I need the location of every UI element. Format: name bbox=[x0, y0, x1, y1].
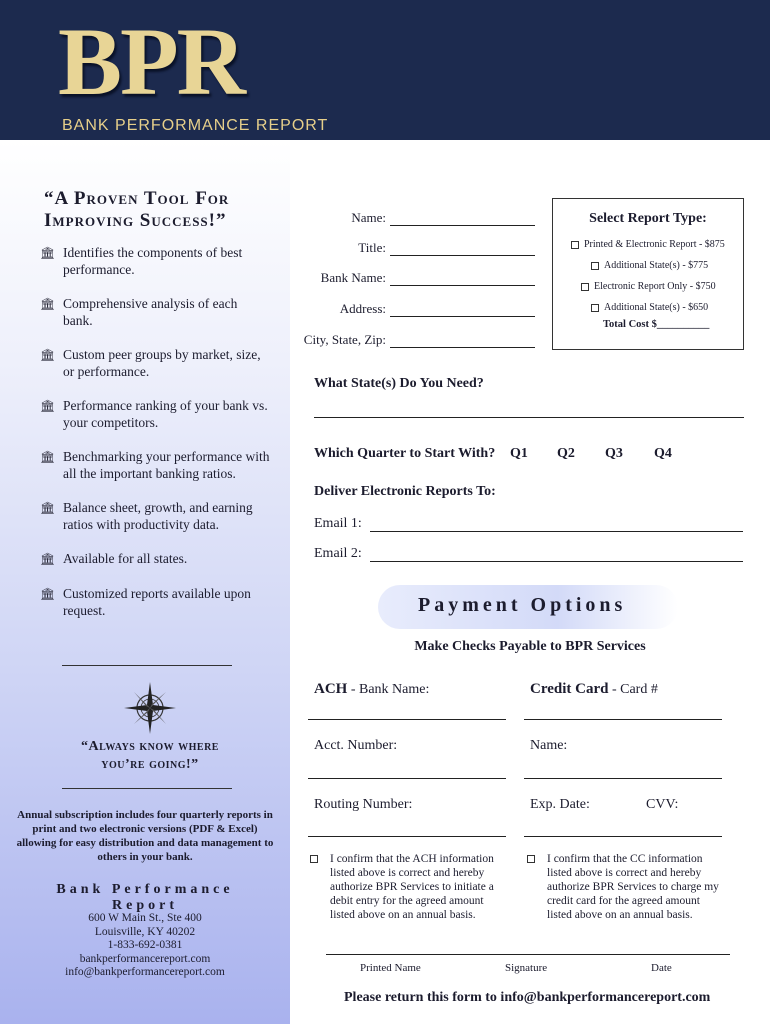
quarter-question: Which Quarter to Start With? bbox=[314, 446, 496, 461]
option-electronic-only[interactable]: Electronic Report Only - $750 bbox=[581, 281, 716, 292]
bank-icon: 🏛 bbox=[40, 348, 56, 362]
routing-number-input[interactable] bbox=[308, 836, 506, 837]
cc-confirm-checkbox[interactable] bbox=[527, 855, 535, 863]
divider bbox=[62, 665, 232, 666]
feature-item: 🏛 Benchmarking your performance with all the important banking ratios. bbox=[40, 449, 270, 481]
email-1-input[interactable] bbox=[370, 520, 743, 532]
ach-confirm[interactable]: I confirm that the ACH information listed above is correct and hereby authorize BPR Services to initiate a debit entry for the agreed amount listed above on an annual basis. bbox=[310, 852, 496, 922]
name-input[interactable] bbox=[390, 212, 535, 226]
printed-name-label: Printed Name bbox=[360, 962, 421, 974]
routing-number-label: Routing Number: bbox=[314, 797, 413, 812]
date-label: Date bbox=[651, 962, 672, 974]
tagline-line-2: Improving Success!” bbox=[44, 210, 227, 231]
tagline bbox=[44, 188, 229, 232]
checkbox[interactable] bbox=[591, 262, 599, 270]
exp-date-label: Exp. Date: bbox=[530, 797, 590, 812]
feature-item: 🏛 Performance ranking of your bank vs. your competitors. bbox=[40, 398, 268, 430]
address-input[interactable] bbox=[390, 303, 535, 317]
feature-list bbox=[40, 244, 270, 619]
total-cost[interactable]: Total Cost $__________ bbox=[603, 319, 710, 330]
subscription-note: Annual subscription includes four quarterly reports in print and two electronic versions (PDF & Excel) allowing for easy distribution and data management to others in your bank. bbox=[16, 809, 274, 863]
header-banner bbox=[0, 0, 770, 140]
compass-icon bbox=[122, 680, 178, 736]
signature-line[interactable] bbox=[326, 954, 730, 955]
tagline-line-1: “A Proven Tool For bbox=[44, 188, 230, 209]
cc-name-input[interactable] bbox=[524, 778, 722, 779]
city-state-zip-field: City, State, Zip: bbox=[300, 332, 535, 348]
name-field: Name: bbox=[300, 210, 535, 226]
feature-item: 🏛 Available for all states. bbox=[40, 551, 188, 566]
checkbox[interactable] bbox=[591, 304, 599, 312]
company-name: Bank Performance Report bbox=[56, 882, 234, 913]
return-note: Please return this form to info@bankperformancereport.com bbox=[344, 990, 711, 1005]
checkbox[interactable] bbox=[581, 283, 589, 291]
payment-options-banner: Payment Options bbox=[378, 585, 678, 629]
acct-number-input[interactable] bbox=[308, 778, 506, 779]
ach-confirm-checkbox[interactable] bbox=[310, 855, 318, 863]
report-type-box bbox=[552, 198, 744, 350]
motto-quote: “Always know where you’re going!” bbox=[81, 739, 219, 772]
brand-subtitle: BANK PERFORMANCE REPORT bbox=[62, 117, 329, 134]
email-2-input[interactable] bbox=[370, 550, 743, 562]
states-input[interactable] bbox=[314, 417, 744, 418]
city-state-zip-input[interactable] bbox=[390, 334, 535, 348]
deliver-label: Deliver Electronic Reports To: bbox=[314, 484, 496, 499]
option-electronic-additional[interactable]: Additional State(s) - $650 bbox=[591, 302, 708, 313]
bpr-logo: BPR bbox=[58, 8, 244, 115]
bank-icon: 🏛 bbox=[40, 297, 56, 311]
cc-confirm[interactable]: I confirm that the CC information listed above is correct and hereby authorize BPR Services to charge my credit card for the agreed amount listed above on an annual basis. bbox=[527, 852, 727, 922]
title-input[interactable] bbox=[390, 242, 535, 256]
feature-item: 🏛 Custom peer groups by market, size, or performance. bbox=[40, 347, 261, 379]
contact-info: 600 W Main St., Ste 400 Louisville, KY 40202 1-833-692-0381 bankperformancereport.com info@bankperformancereport.com bbox=[20, 912, 270, 980]
email-1-field: Email 1: bbox=[314, 516, 743, 532]
feature-item: 🏛 Customized reports available upon request. bbox=[40, 586, 251, 618]
feature-item: 🏛 Identifies the components of best performance. bbox=[40, 245, 243, 277]
signature-label: Signature bbox=[505, 962, 548, 974]
quarter-q4[interactable]: Q4 bbox=[654, 446, 672, 461]
option-printed-additional[interactable]: Additional State(s) - $775 bbox=[591, 260, 708, 271]
quarter-q3[interactable]: Q3 bbox=[605, 446, 623, 461]
website-link[interactable]: bankperformancereport.com bbox=[79, 952, 211, 965]
bank-icon: 🏛 bbox=[40, 246, 56, 260]
bank-icon: 🏛 bbox=[40, 587, 56, 601]
cc-name-label: Name: bbox=[530, 738, 568, 753]
divider bbox=[62, 788, 232, 789]
bank-icon: 🏛 bbox=[40, 552, 56, 566]
credit-card-label: Credit Card - Card # bbox=[530, 681, 658, 697]
email-2-field: Email 2: bbox=[314, 546, 743, 562]
cvv-label: CVV: bbox=[646, 797, 679, 812]
ach-bank-name-label: ACH - Bank Name: bbox=[314, 681, 430, 697]
exp-cvv-input[interactable] bbox=[524, 836, 722, 837]
checks-payable-note: Make Checks Payable to BPR Services bbox=[414, 639, 646, 654]
acct-number-label: Acct. Number: bbox=[314, 738, 398, 753]
bank-name-field: Bank Name: bbox=[300, 270, 535, 286]
bank-icon: 🏛 bbox=[40, 501, 56, 515]
ach-bank-name-input[interactable] bbox=[308, 719, 506, 720]
bank-name-input[interactable] bbox=[390, 272, 535, 286]
feature-item: 🏛 Balance sheet, growth, and earning ratios with productivity data. bbox=[40, 500, 253, 532]
checkbox[interactable] bbox=[571, 241, 579, 249]
address-field: Address: bbox=[300, 301, 535, 317]
email-link[interactable]: info@bankperformancereport.com bbox=[65, 966, 225, 978]
bank-icon: 🏛 bbox=[40, 399, 56, 413]
states-question: What State(s) Do You Need? bbox=[314, 376, 484, 391]
quarter-q2[interactable]: Q2 bbox=[557, 446, 575, 461]
feature-item: 🏛 Comprehensive analysis of each bank. bbox=[40, 296, 238, 328]
quarter-q1[interactable]: Q1 bbox=[510, 446, 528, 461]
card-number-input[interactable] bbox=[524, 719, 722, 720]
title-field: Title: bbox=[300, 240, 535, 256]
option-printed-electronic[interactable]: Printed & Electronic Report - $875 bbox=[571, 239, 725, 250]
bank-icon: 🏛 bbox=[40, 450, 56, 464]
report-type-title: Select Report Type: bbox=[589, 211, 707, 226]
